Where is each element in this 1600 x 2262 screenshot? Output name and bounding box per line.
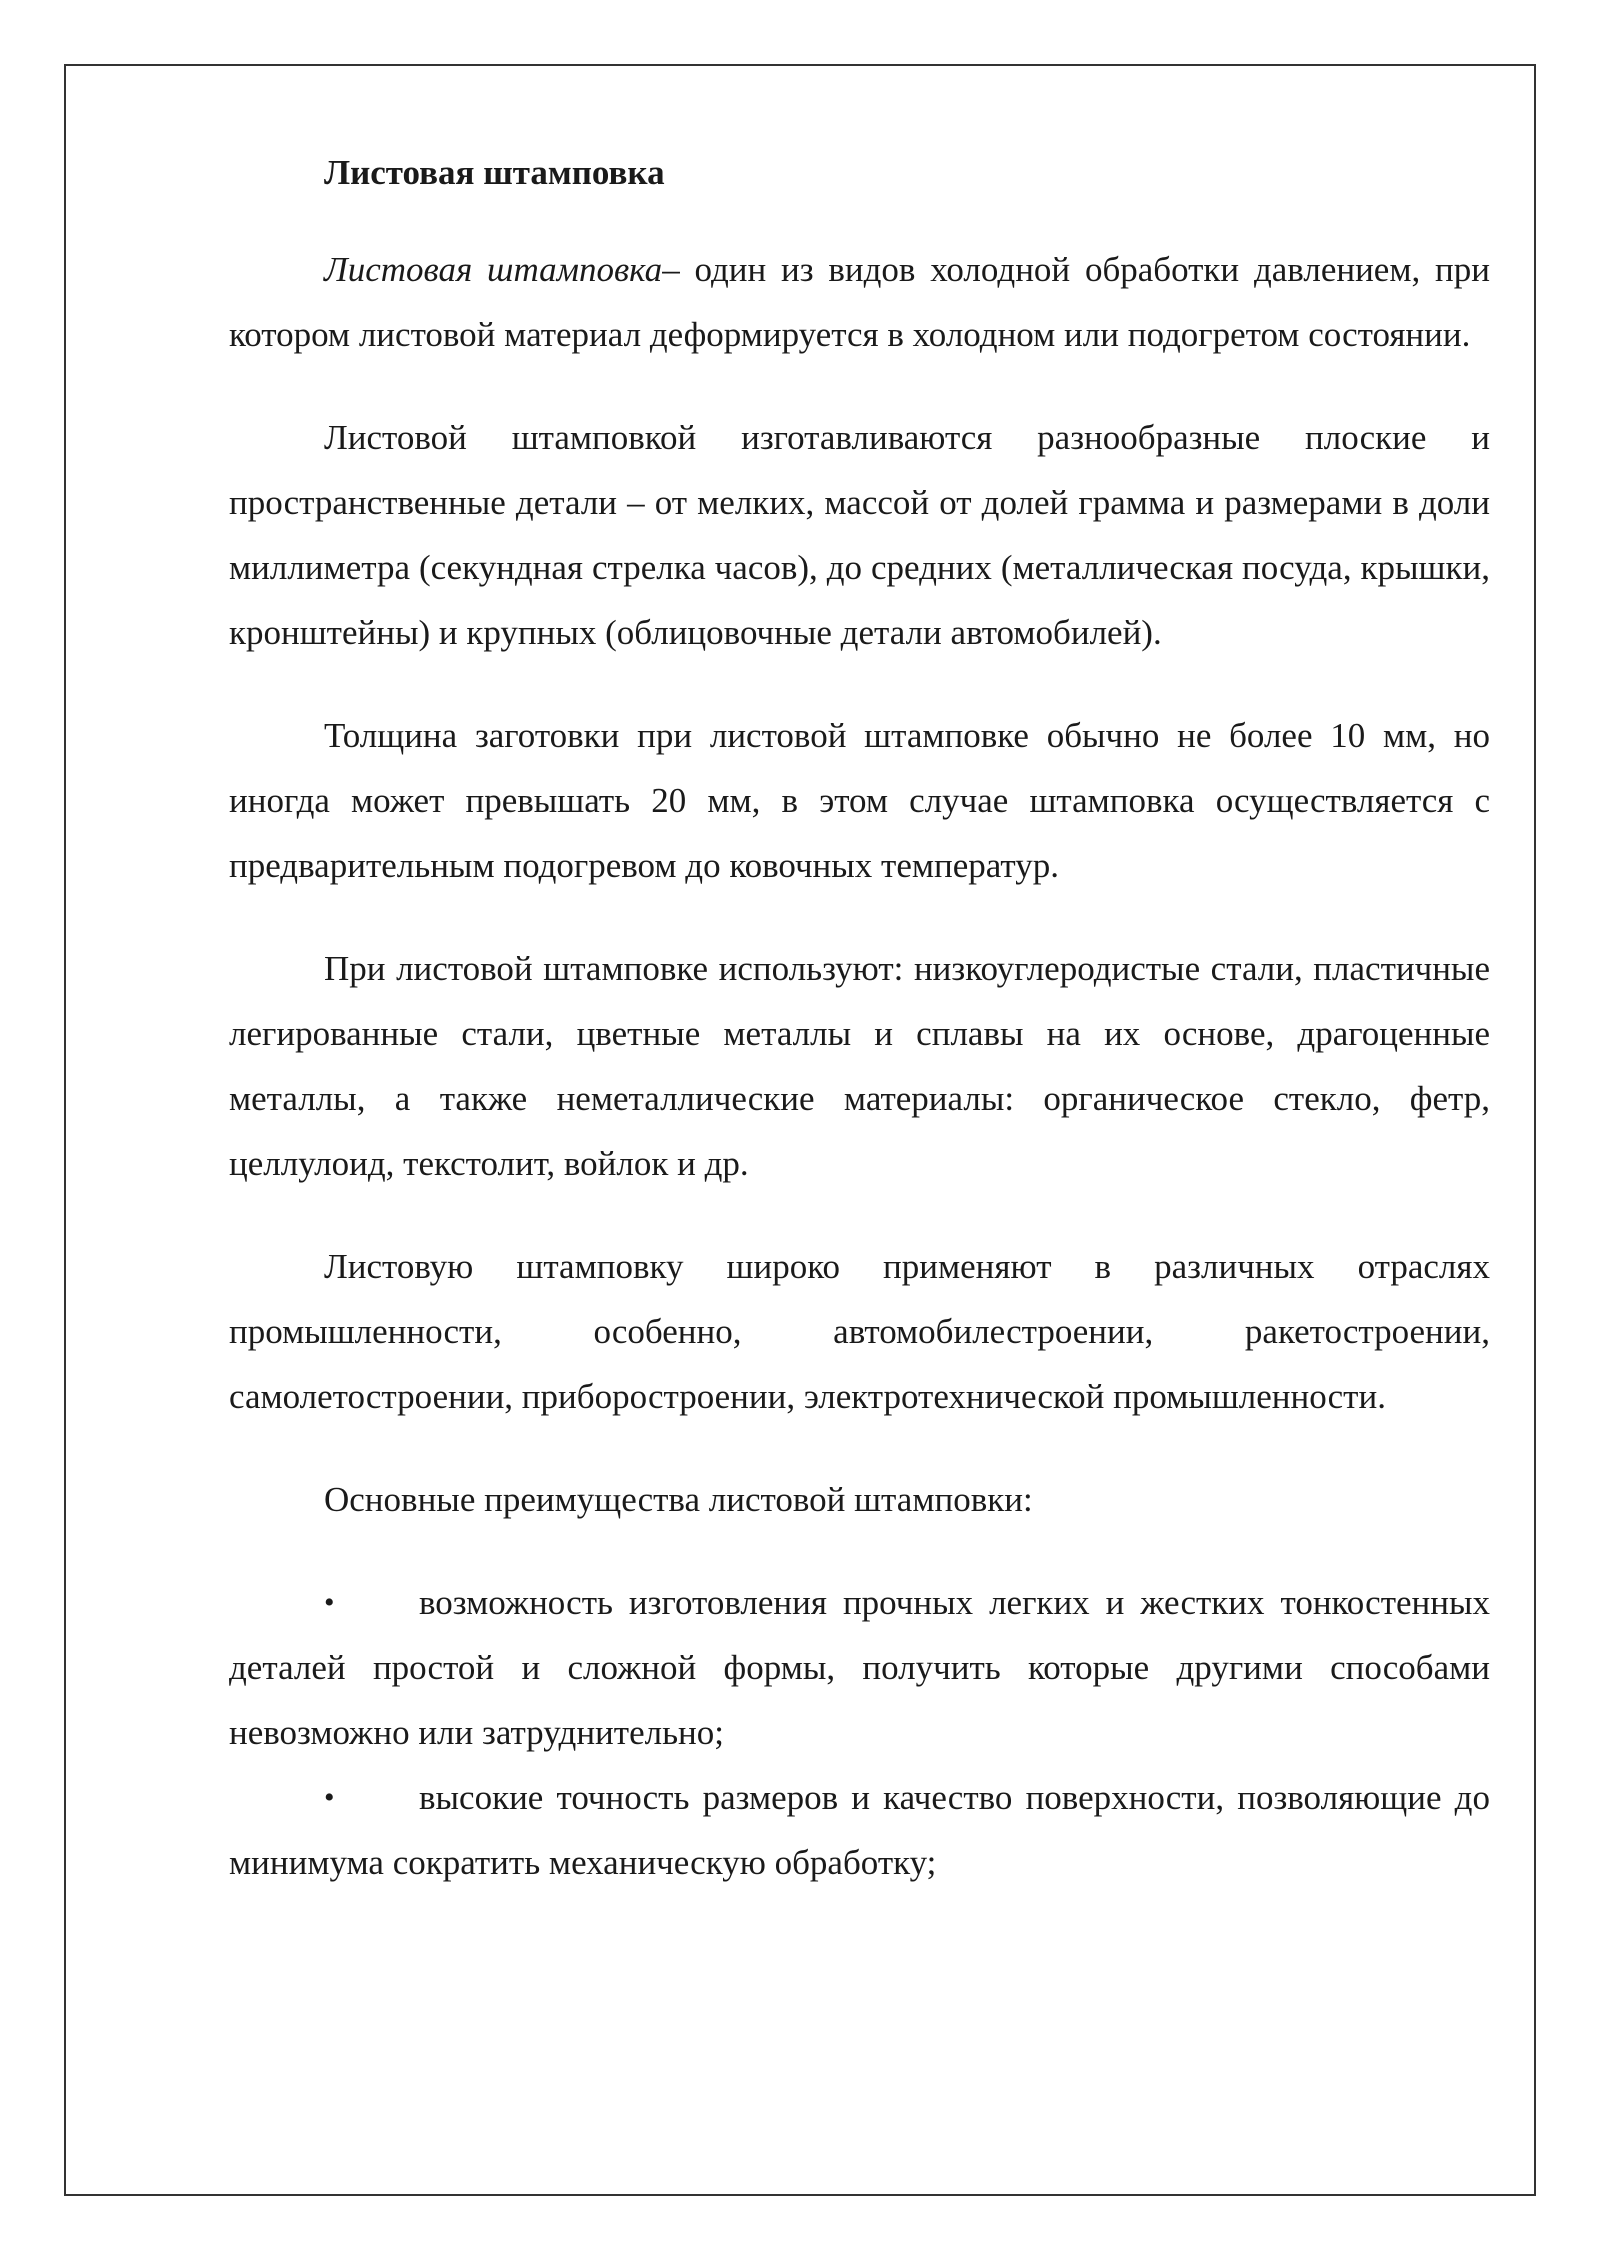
list-item-text: возможность изготовления прочных легких и жестких тонкостенных деталей простой и сложной формы, получить которые другими способами невозможно или затруднительно; — [229, 1583, 1490, 1752]
definition-text: – один из видов холодной обработки давлением, при котором листовой материал деформируется в холодном или подогретом состоянии. — [229, 250, 1490, 354]
advantages-list — [229, 1570, 1490, 1895]
list-item-text: высокие точность размеров и качество поверхности, позволяющие до минимума сократить механическую обработку; — [229, 1778, 1490, 1882]
paragraph-applications: Листовую штамповку широко применяют в различных отраслях промышленности, особенно, автомобилестроении, ракетостроении, самолетостроении, приборостроении, электротехнической промышленности. — [229, 1247, 1490, 1416]
list-item — [229, 1570, 1490, 1765]
paragraph-advantages-intro: Основные преимущества листовой штамповки: — [324, 1480, 1033, 1519]
bullet-icon: • — [324, 1586, 335, 1619]
document-body — [229, 140, 1490, 1895]
list-item — [229, 1765, 1490, 1895]
paragraph-thickness: Толщина заготовки при листовой штамповке обычно не более 10 мм, но иногда может превышать 20 мм, в этом случае штамповка осуществляется с предварительным подогревом до ковочных температур. — [229, 716, 1490, 885]
paragraph-materials: При листовой штамповке используют: низкоуглеродистые стали, пластичные легированные стали, цветные металлы и сплавы на их основе, драгоценные металлы, а также неметаллические материалы: органическое стекло, фетр, целлулоид, текстолит, войлок и др. — [229, 949, 1490, 1183]
paragraph-products: Листовой штамповкой изготавливаются разнообразные плоские и пространственные детали – от мелких, массой от долей грамма и размерами в доли миллиметра (секундная стрелка часов), до средних (металлическая посуда, крышки, кронштейны) и крупных (облицовочные детали автомобилей). — [229, 418, 1490, 652]
intro-paragraph — [229, 237, 1490, 367]
defined-term: Листовая штамповка — [324, 250, 663, 289]
document-title: Листовая штамповка — [324, 153, 665, 192]
bullet-icon: • — [324, 1781, 335, 1814]
